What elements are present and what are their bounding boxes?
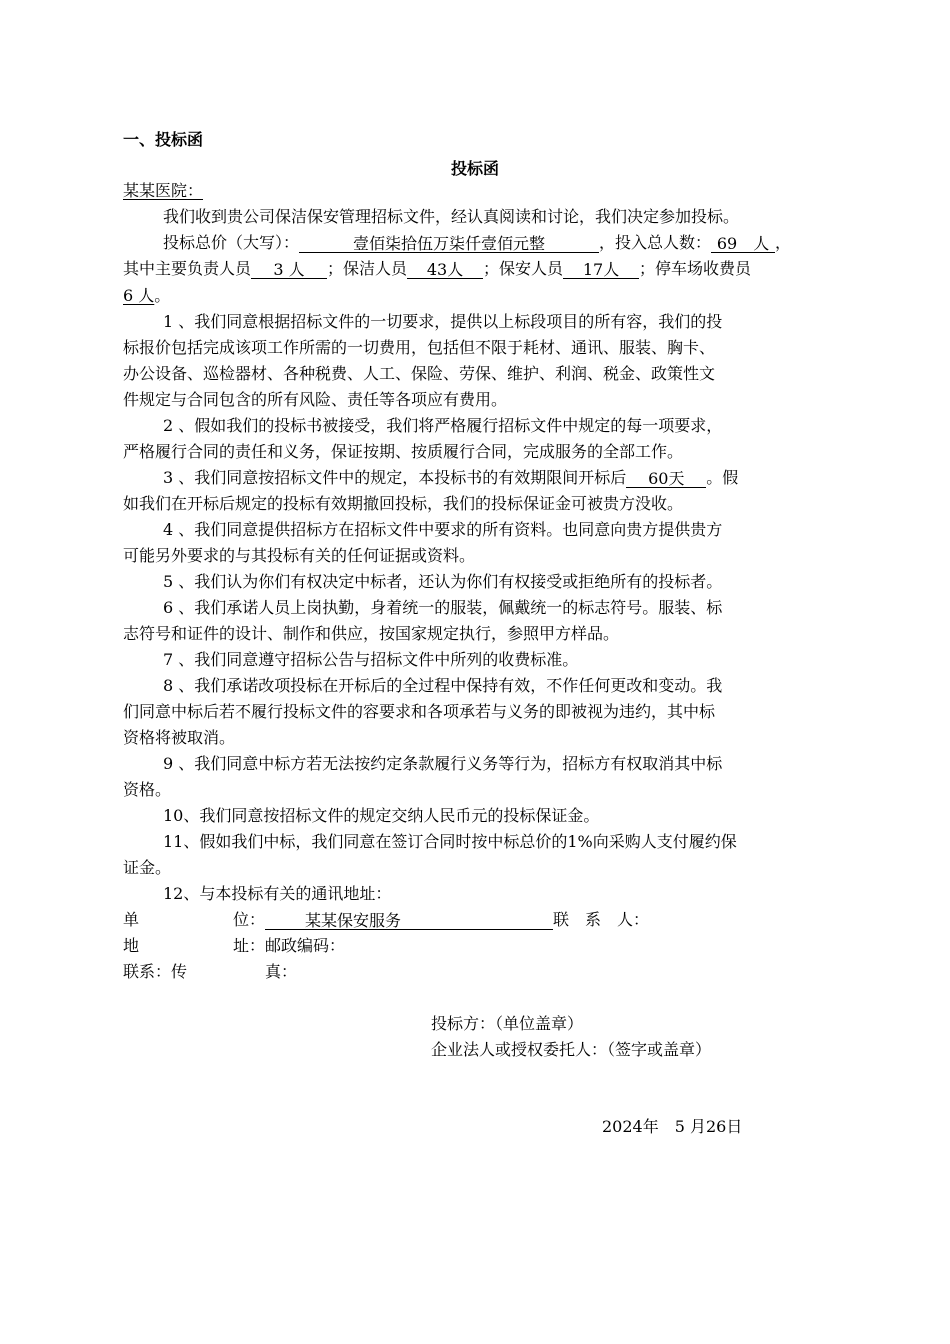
guard-label: ；保安人员 <box>483 259 564 278</box>
unit-value <box>265 911 553 930</box>
unit-label-a: 单 <box>123 910 140 929</box>
parking-count: 6 人 <box>123 286 155 305</box>
price-tail: ， <box>775 233 792 252</box>
item-2-line-1: 2 、假如我们的投标书被接受，我们将严格履行招标文件中规定的每一项要求， <box>163 416 723 435</box>
item-12: 12、与本投标有关的通讯地址： <box>163 884 392 903</box>
item-3-text-a: 3 、我们同意按招标文件中的规定，本投标书的有效期限间开标后 <box>163 468 627 487</box>
item-4-line-2: 可能另外要求的与其投标有关的任何证据或资料。 <box>123 546 476 565</box>
total-label: ，投入总人数： <box>599 233 712 252</box>
item-4-line-1: 4 、我们同意提供招标方在招标文件中要求的所有资料。也同意向贵方提供贵方 <box>163 520 723 539</box>
address-row <box>123 936 345 956</box>
item-8-line-2: 们同意中标后若不履行投标文件的容要求和各项承若与义务的即被视为违约，其中标 <box>123 702 716 721</box>
clean-count: 43人 <box>407 260 483 279</box>
price-label: 投标总价（大写）： <box>163 233 300 252</box>
park-label: ；停车场收费员 <box>639 259 752 278</box>
legal-signature: 企业法人或授权委托人：（签字或盖章） <box>431 1040 712 1059</box>
fax-row <box>123 962 297 982</box>
address-label-a: 地 <box>123 936 140 955</box>
price-amount: 壹佰柒拾伍万柒仟壹佰元整 <box>299 234 599 253</box>
unit-value-text: 某某保安服务 <box>305 911 402 930</box>
staff-line <box>123 259 751 279</box>
item-11-line-1: 11、假如我们中标，我们同意在签订合同时按中标总价的1%向采购人支付履约保 <box>163 832 737 851</box>
intro-paragraph: 我们收到贵公司保洁保安管理招标文件，经认真阅读和讨论，我们决定参加投标。 <box>163 207 740 226</box>
document-date: 2024年 5 月26日 <box>602 1117 743 1136</box>
item-5: 5 、我们认为你们有权决定中标者，还认为你们有权接受或拒绝所有的投标者。 <box>163 572 723 591</box>
total-count: 69 人 <box>711 234 775 253</box>
lead-label: 其中主要负责人员 <box>123 259 252 278</box>
parking-tail: 。 <box>154 286 171 305</box>
unit-label-b: 位： <box>233 910 266 929</box>
item-3-text-b: 。假 <box>706 468 739 487</box>
parking-line <box>123 286 170 306</box>
validity-days: 60天 <box>626 469 706 488</box>
item-7: 7 、我们同意遵守招标公告与招标文件中所列的收费标准。 <box>163 650 579 669</box>
unit-row <box>123 910 649 930</box>
clean-label: ；保洁人员 <box>327 259 408 278</box>
item-9-line-2: 资格。 <box>123 780 172 799</box>
item-10: 10、我们同意按招标文件的规定交纳人民币元的投标保证金。 <box>163 806 600 825</box>
item-1-line-1: 1 、我们同意根据招标文件的一切要求，提供以上标段项目的所有容，我们的投 <box>163 312 723 331</box>
lead-count: 3 人 <box>251 260 327 279</box>
item-6-line-2: 志符号和证件的设计、制作和供应，按国家规定执行，参照甲方样品。 <box>123 624 620 643</box>
fax-label-a: 联系：传 <box>123 962 188 981</box>
item-8-line-3: 资格将被取消。 <box>123 728 236 747</box>
item-1-line-4: 件规定与合同包含的所有风险、责任等各项应有费用。 <box>123 390 508 409</box>
item-1-line-3: 办公设备、巡检器材、各种税费、人工、保险、劳保、维护、利润、税金、政策性文 <box>123 364 716 383</box>
item-8-line-1: 8 、我们承诺改项投标在开标后的全过程中保持有效，不作任何更改和变动。我 <box>163 676 723 695</box>
item-2-line-2: 严格履行合同的责任和义务，保证按期、按质履行合同，完成服务的全部工作。 <box>123 442 684 461</box>
address-label-b: 址：邮政编码： <box>233 936 346 955</box>
section-heading: 一、投标函 <box>123 130 204 149</box>
guard-count: 17人 <box>563 260 639 279</box>
item-1-line-2: 标报价包括完成该项工作所需的一切费用，包括但不限于耗材、通讯、服装、胸卡、 <box>123 338 716 357</box>
item-3-line-1 <box>163 468 738 488</box>
addressee: 某某医院： <box>123 181 204 200</box>
document-title: 投标函 <box>450 159 499 178</box>
price-line <box>163 233 791 253</box>
item-3-line-2: 如我们在开标后规定的投标有效期撤回投标，我们的投标保证金可被贵方没收。 <box>123 494 684 513</box>
item-9-line-1: 9 、我们同意中标方若无法按约定条款履行义务等行为，招标方有权取消其中标 <box>163 754 723 773</box>
item-11-line-2: 证金。 <box>123 858 172 877</box>
bidder-seal: 投标方：（单位盖章） <box>431 1014 584 1033</box>
item-6-line-1: 6 、我们承诺人员上岗执勤，身着统一的服装，佩戴统一的标志符号。服装、标 <box>163 598 723 617</box>
fax-label-b: 真： <box>265 962 298 981</box>
contact-label: 联 系 人： <box>553 910 650 929</box>
